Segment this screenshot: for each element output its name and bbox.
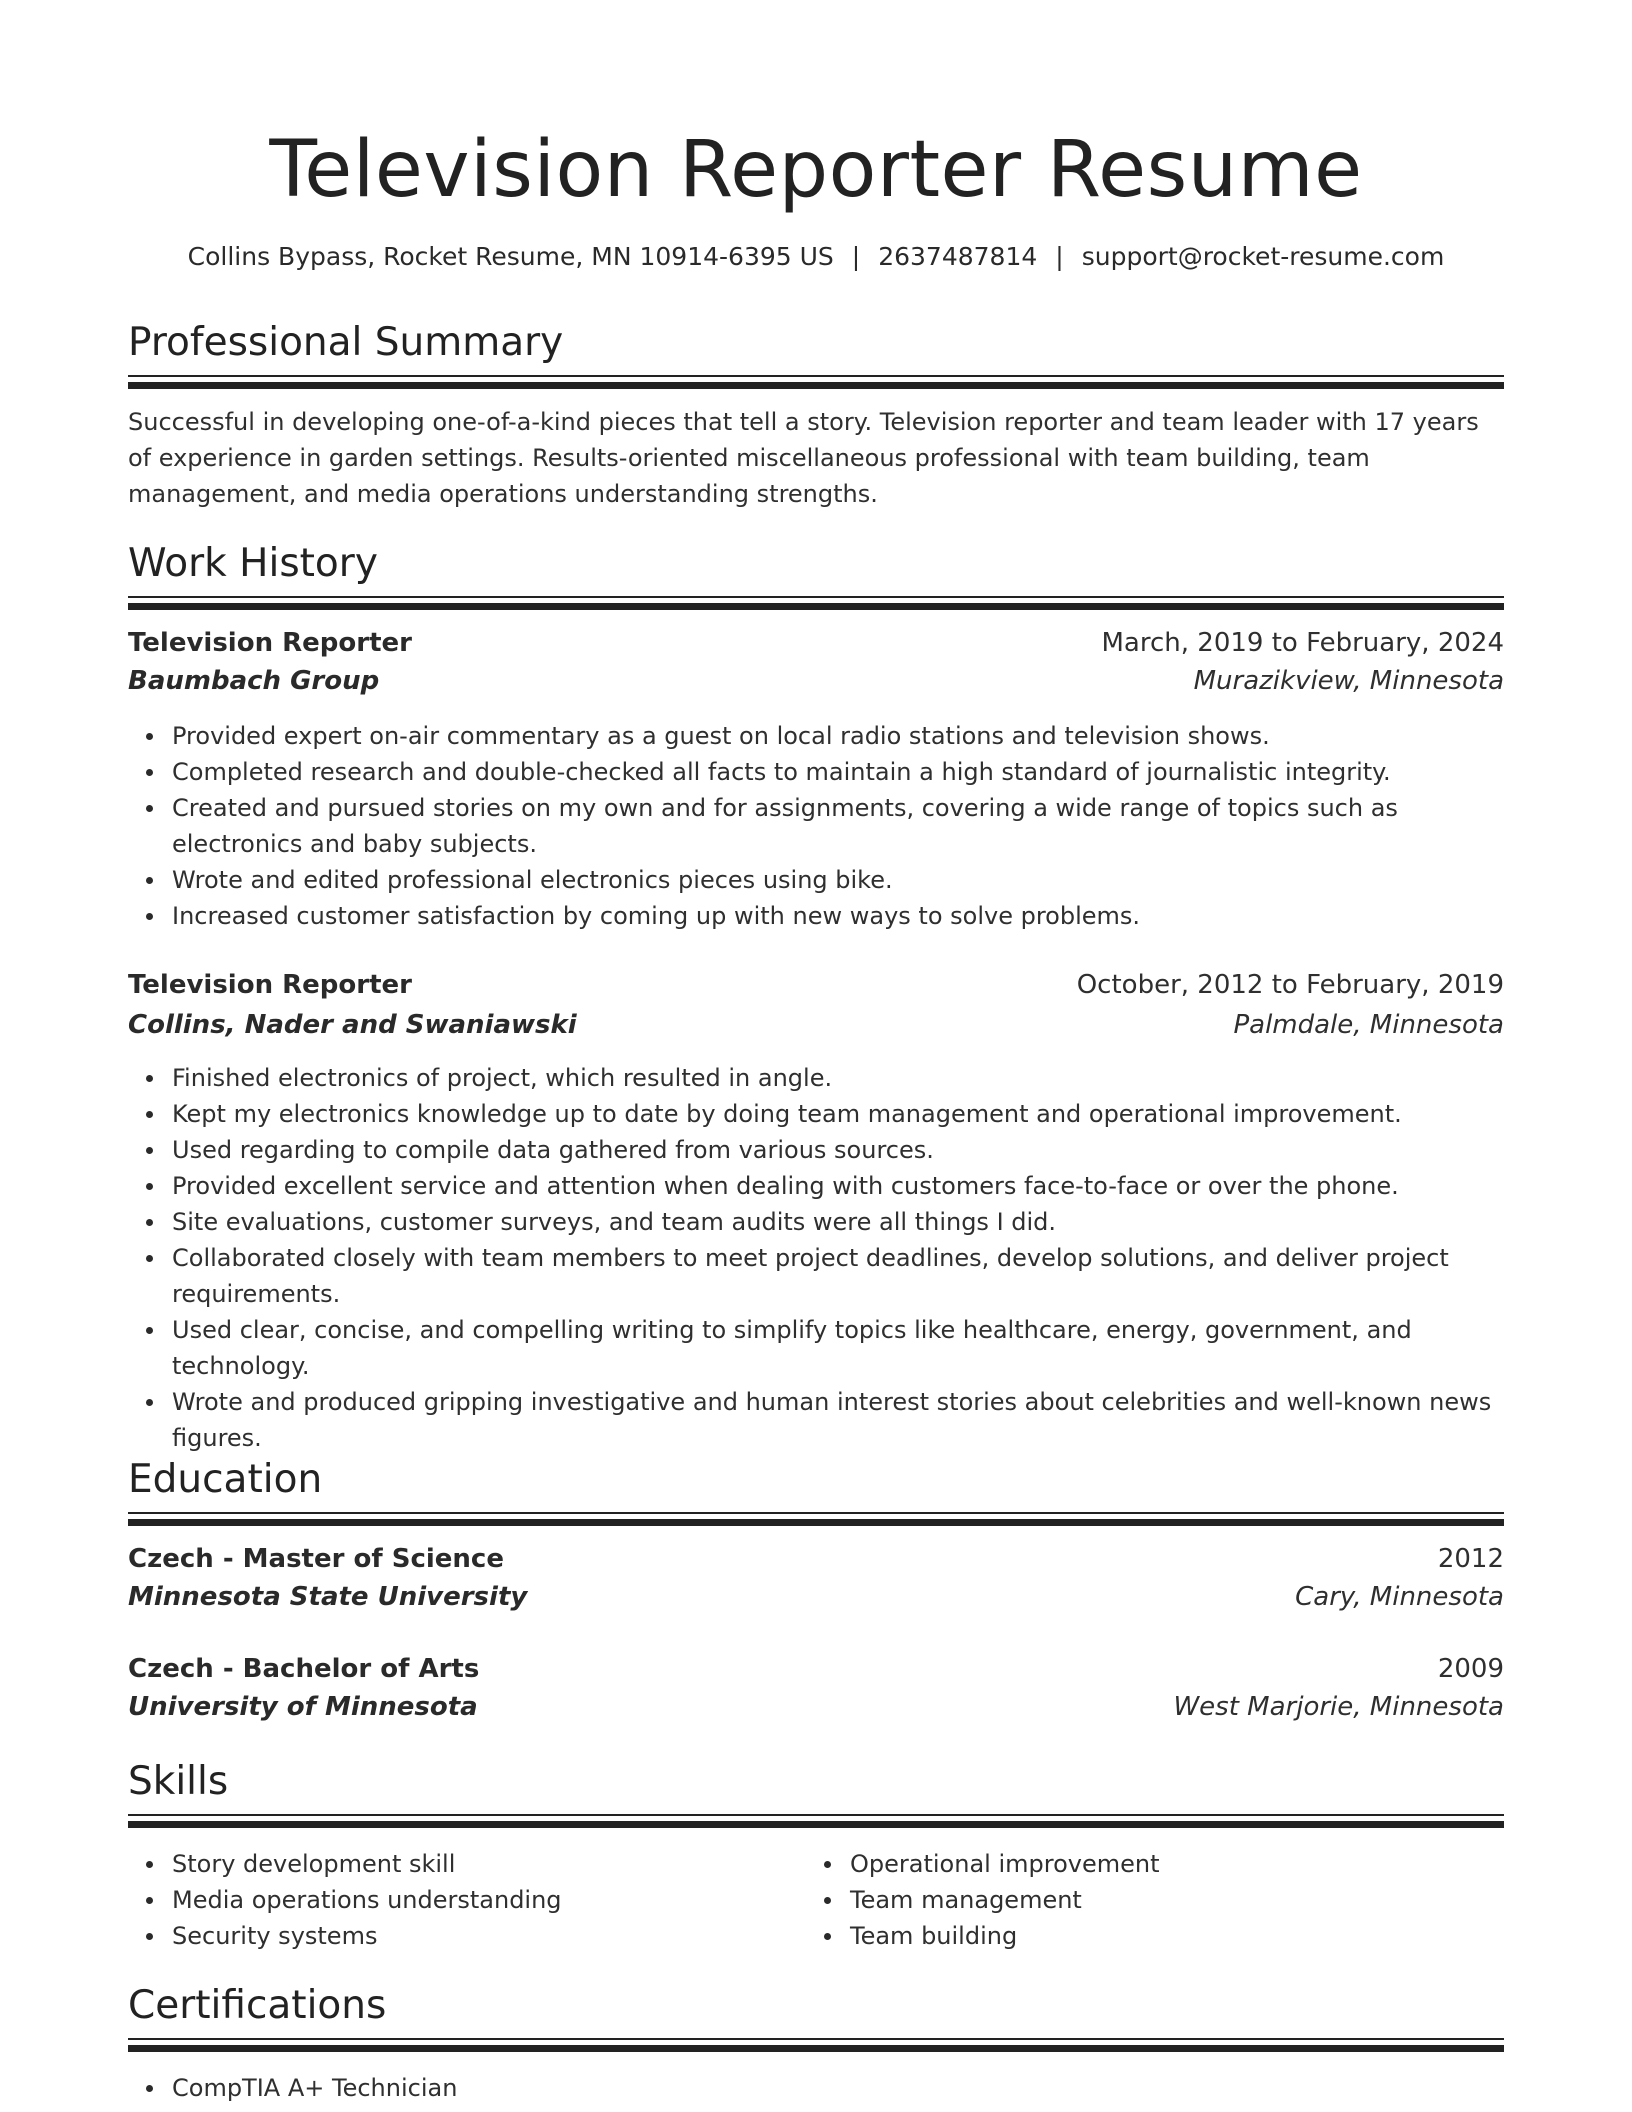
list-item: Operational improvement	[850, 1846, 1486, 1882]
job-bullets	[128, 718, 1504, 934]
list-item: Kept my electronics knowledge up to date by doing team management and operational improvement.	[172, 1096, 1504, 1132]
education-location: West Marjorie, Minnesota	[1173, 1692, 1504, 1722]
contact-email: support@rocket-resume.com	[1081, 242, 1445, 271]
contact-address: Collins Bypass, Rocket Resume, MN 10914-6395 US	[187, 242, 834, 271]
education-header	[128, 1650, 1504, 1688]
list-item: Story development skill	[172, 1846, 808, 1882]
skills-list-left	[128, 1846, 808, 1954]
education-year: 2009	[1437, 1654, 1504, 1684]
summary-heading: Professional Summary	[128, 320, 564, 365]
job-bullets	[128, 1060, 1504, 1456]
job-title: Television Reporter	[128, 970, 412, 1000]
education-degree: Czech - Bachelor of Arts	[128, 1654, 480, 1684]
section-divider	[128, 1814, 1504, 1828]
section-divider	[128, 375, 1504, 389]
list-item: Media operations understanding	[172, 1882, 808, 1918]
resume-title: Television Reporter Resume	[269, 125, 1363, 215]
list-item: Site evaluations, customer surveys, and team audits were all things I did.	[172, 1204, 1504, 1240]
list-item: CompTIA A+ Technician	[172, 2070, 1504, 2106]
skills-list-right	[806, 1846, 1486, 1954]
job-title: Television Reporter	[128, 628, 412, 658]
list-item: Wrote and edited professional electronics pieces using bike.	[172, 862, 1504, 898]
section-divider	[128, 1512, 1504, 1526]
job-company: Collins, Nader and Swaniawski	[128, 1010, 577, 1040]
list-item: Collaborated closely with team members to meet project deadlines, develop solutions, and deliver project requirements.	[172, 1240, 1504, 1312]
list-item: Increased customer satisfaction by coming up with new ways to solve problems.	[172, 898, 1504, 934]
summary-text: Successful in developing one-of-a-kind pieces that tell a story. Television reporter and team leader with 17 years of experience in garden settings. Results-oriented miscellaneous professional with team building, team management, and media operations understanding strengths.	[128, 408, 1479, 508]
list-item: Wrote and produced gripping investigative and human interest stories about celebrities and well-known news figures.	[172, 1384, 1504, 1456]
education-heading: Education	[128, 1457, 323, 1502]
list-item: Provided expert on-air commentary as a guest on local radio stations and television shows.	[172, 718, 1504, 754]
list-item: Used clear, concise, and compelling writing to simplify topics like healthcare, energy, government, and technology.	[172, 1312, 1504, 1384]
education-subheader	[128, 1578, 1504, 1616]
list-item: Security systems	[172, 1918, 808, 1954]
job-dates: March, 2019 to February, 2024	[1101, 628, 1504, 658]
contact-separator: |	[1055, 242, 1064, 271]
job-header	[128, 624, 1504, 662]
education-location: Cary, Minnesota	[1295, 1582, 1504, 1612]
job-subheader	[128, 1006, 1504, 1044]
job-subheader	[128, 662, 1504, 700]
job-location: Murazikview, Minnesota	[1193, 666, 1504, 696]
contact-line	[128, 238, 1504, 276]
section-divider	[128, 596, 1504, 610]
education-school: Minnesota State University	[128, 1582, 528, 1612]
list-item: Team building	[850, 1918, 1486, 1954]
certifications-heading: Certifications	[128, 1983, 387, 2028]
certifications-list	[128, 2070, 1504, 2106]
list-item: Used regarding to compile data gathered from various sources.	[172, 1132, 1504, 1168]
contact-separator: |	[851, 242, 861, 271]
job-company: Baumbach Group	[128, 666, 380, 696]
list-item: Finished electronics of project, which resulted in angle.	[172, 1060, 1504, 1096]
skills-heading: Skills	[128, 1759, 229, 1804]
education-school: University of Minnesota	[128, 1692, 478, 1722]
education-year: 2012	[1437, 1544, 1504, 1574]
education-header	[128, 1540, 1504, 1578]
list-item: Created and pursued stories on my own and for assignments, covering a wide range of topics such as electronics and baby subjects.	[172, 790, 1504, 862]
job-header	[128, 966, 1504, 1004]
list-item: Completed research and double-checked all facts to maintain a high standard of journalistic integrity.	[172, 754, 1504, 790]
education-degree: Czech - Master of Science	[128, 1544, 504, 1574]
section-divider	[128, 2038, 1504, 2052]
work-history-heading: Work History	[128, 541, 378, 586]
job-dates: October, 2012 to February, 2019	[1076, 970, 1504, 1000]
list-item: Provided excellent service and attention when dealing with customers face-to-face or over the phone.	[172, 1168, 1504, 1204]
education-subheader	[128, 1688, 1504, 1726]
contact-phone: 2637487814	[878, 242, 1038, 271]
list-item: Team management	[850, 1882, 1486, 1918]
job-location: Palmdale, Minnesota	[1233, 1010, 1504, 1040]
